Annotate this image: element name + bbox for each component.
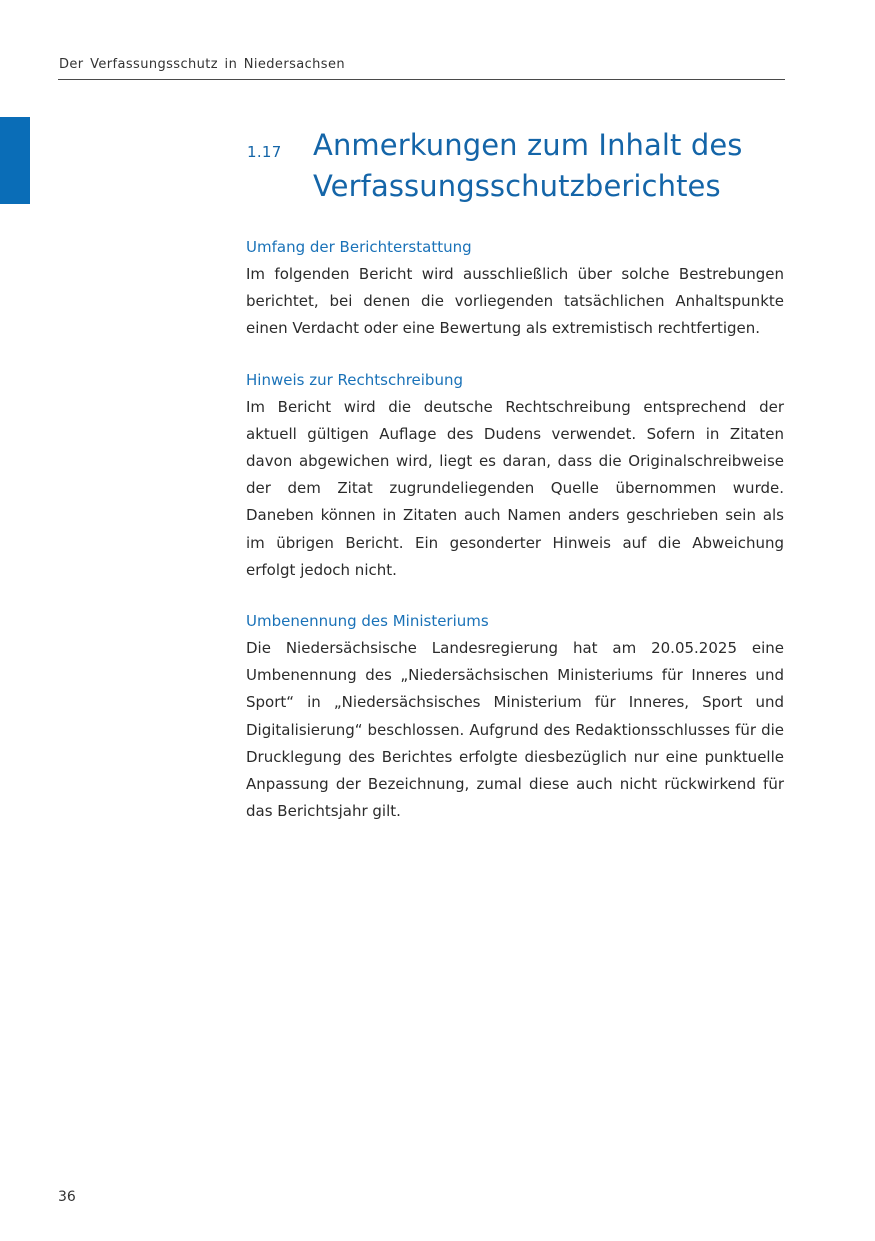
- subheading-ministry: Umbenennung des Ministeriums: [246, 612, 489, 631]
- section-block-scope: [246, 235, 784, 343]
- section-number: 1.17: [247, 143, 282, 161]
- paragraph-ministry: Die Niedersächsische Landesregierung hat am 20.05.2025 eine Umbenennung des „Niedersächsischen Ministeriums für Inneres und Sport“ in „Niedersächsisches Ministerium für Inneres, Sport und Digitalisierung“ beschlossen. Aufgrund des Redaktionsschlusses für die Drucklegung des Berichtes erfolgte diesbezüglich nur eine punktuelle Anpassung der Bezeichnung, zumal diese auch nicht rückwirkend für das Berichtsjahr gilt.: [246, 639, 784, 821]
- section-block-spelling: [246, 368, 784, 584]
- paragraph-spelling: Im Bericht wird die deutsche Rechtschreibung entsprechend der aktuell gültigen Auflage des Dudens verwendet. Sofern in Zitaten davon abgewichen wird, liegt es daran, dass die Originalschreibweise der dem Zitat zugrundeliegenden Quelle übernommen wurde. Daneben können in Zitaten auch Namen anders geschrieben sein als im übrigen Bericht. Ein gesonderter Hinweis auf die Abweichung erfolgt jedoch nicht.: [246, 397, 784, 579]
- subheading-scope: Umfang der Berichterstattung: [246, 238, 472, 256]
- chapter-side-tab: [0, 117, 30, 204]
- header-rule: [58, 79, 785, 80]
- section-title: Anmerkungen zum Inhalt des Verfassungsschutzberichtes: [313, 128, 743, 203]
- page-number: 36: [58, 1189, 76, 1205]
- running-header: Der Verfassungsschutz in Niedersachsen: [59, 57, 346, 72]
- paragraph-scope: Im folgenden Bericht wird ausschließlich über solche Bestrebungen berichtet, bei denen die vorliegenden tatsächlichen Anhaltspunkte einen Verdacht oder eine Bewertung als extremistisch rechtfertigen.: [246, 265, 784, 338]
- subheading-spelling: Hinweis zur Rechtschreibung: [246, 370, 463, 389]
- section-block-ministry: [246, 609, 784, 825]
- main-content: [246, 235, 784, 850]
